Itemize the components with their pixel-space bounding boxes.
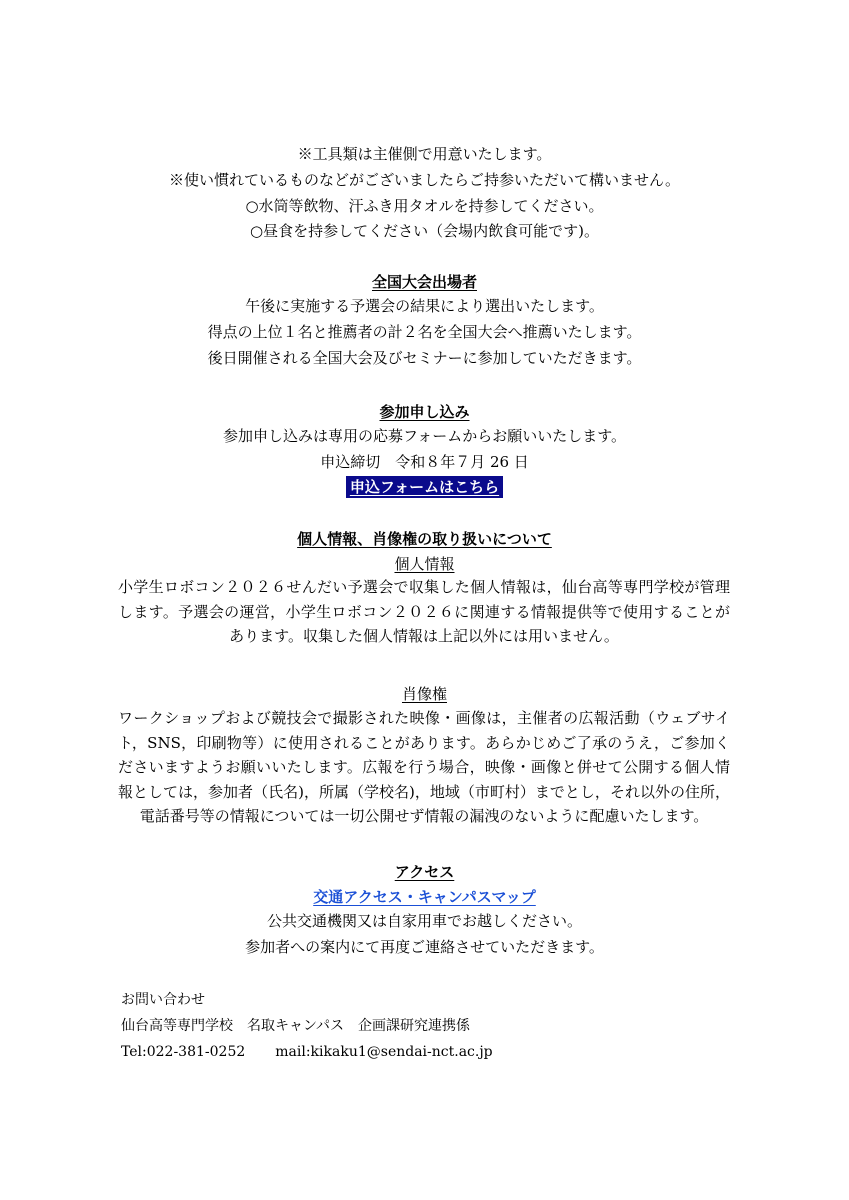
application-deadline: 申込締切 令和８年７月 26 日 — [320, 453, 529, 471]
national-line-1: 午後に実施する予選会の結果により選出いたします。 — [245, 297, 604, 315]
contact-org: 仙台高等専門学校 名取キャンパス 企画課研究連携係 — [121, 1018, 471, 1034]
access-heading: アクセス — [394, 863, 455, 881]
access-map-link[interactable]: 交通アクセス・キャンパスマップ — [313, 888, 536, 906]
contact-title: お問い合わせ — [121, 992, 205, 1008]
national-line-3: 後日開催される全国大会及びセミナーに参加していただきます。 — [207, 349, 642, 367]
personal-info-title: 個人情報 — [394, 555, 455, 573]
personal-info-text: 小学生ロボコン２０２６せんだい予選会で収集した個人情報は，仙台高等専門学校が管理します。予選会の運営，小学生ロボコン２０２６に関連する情報提供等で使用することがあります。収集した個人情報は上記以外には用いません。 — [118, 578, 730, 645]
contact-tel: Tel:022-381-0252 — [121, 1044, 246, 1060]
application-heading: 参加申し込み — [379, 403, 470, 421]
application-line-1: 参加申し込みは専用の応募フォームからお願いいたします。 — [222, 427, 627, 445]
access-line-2: 参加者への案内にて再度ご連絡させていただきます。 — [245, 938, 604, 956]
portrait-text: ワークショップおよび競技会で撮影された映像・画像は，主催者の広報活動（ウェブサイト，SNS，印刷物等）に使用されることがあります。あらかじめご了承のうえ，ご参加くださいますようお願いいたします。広報を行う場合，映像・画像と併せて公開する個人情報としては，参加者（氏名)，所属（学校名)，地域（市町村）までとし，それ以外の住所，電話番号等の情報については一切公開せず情報の漏洩のないように配慮いたします。 — [118, 709, 730, 825]
note-own-tools: ※使い慣れているものなどがございましたらご持参いただいて構いません。 — [169, 171, 680, 189]
application-form-button[interactable]: 申込フォームはこちら — [346, 476, 503, 498]
access-line-1: 公共交通機関又は自家用車でお越しください。 — [266, 912, 582, 930]
note-tools: ※工具類は主催側で用意いたします。 — [297, 145, 552, 163]
contact-mail[interactable]: mail:kikaku1@sendai-nct.ac.jp — [275, 1044, 493, 1060]
contact-info — [121, 1042, 493, 1062]
note-lunch: ○昼食を持参してください（会場内飲食可能です)。 — [250, 222, 599, 240]
privacy-heading: 個人情報、肖像権の取り扱いについて — [297, 530, 552, 548]
portrait-title: 肖像権 — [401, 685, 447, 703]
national-line-2: 得点の上位１名と推薦者の計２名を全国大会へ推薦いたします。 — [207, 323, 642, 341]
note-drinks: ○水筒等飲物、汗ふき用タオルを持参してください。 — [245, 197, 604, 215]
national-heading: 全国大会出場者 — [371, 273, 477, 291]
form-button-row — [0, 476, 849, 498]
